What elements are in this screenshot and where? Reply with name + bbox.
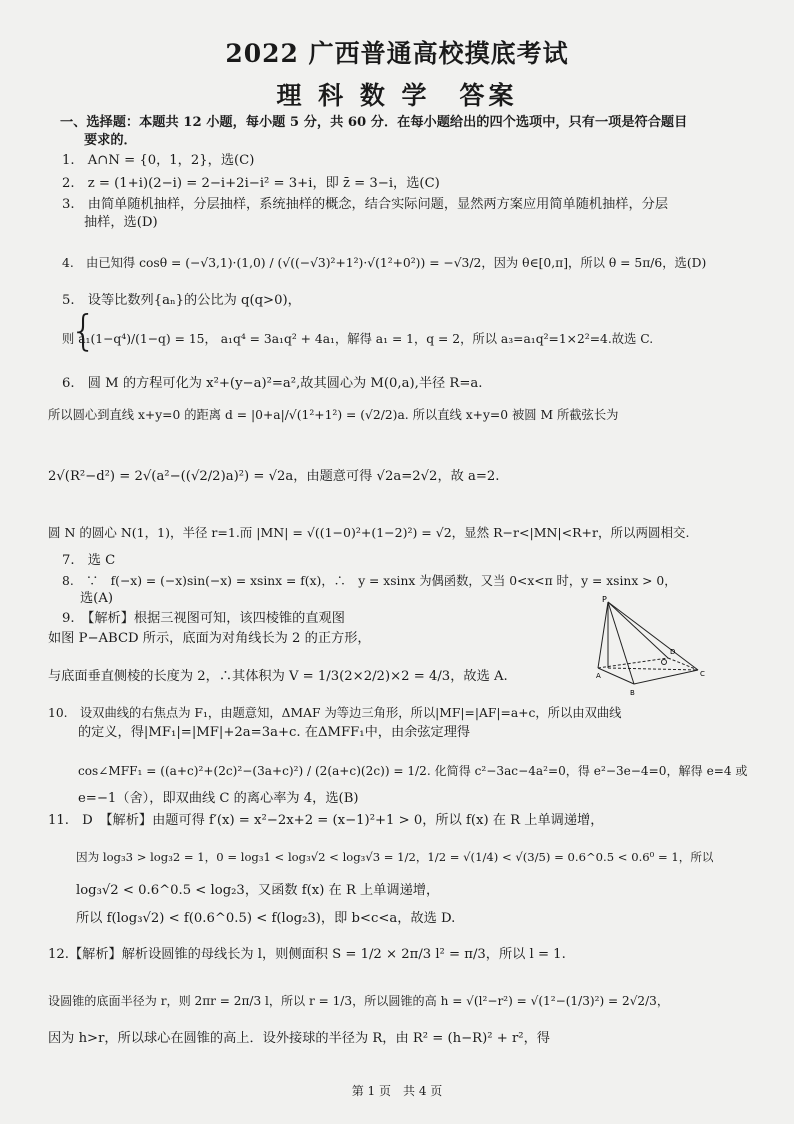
pyramid-figure [596, 596, 714, 698]
answer-q10-cosine: cos∠MFF₁ = ((a+c)²+(2c)²−(3a+c)²) / (2(a+c)(2c)) = 1/2. 化简得 c²−3ac−4a²=0，得 e²−3e−4=0，解得 e=4 或 [78, 764, 748, 778]
answer-q8: 8. ∵ f(−x) = (−x)sin(−x) = xsinx = f(x)，∴ y = xsinx 为偶函数，又当 0<x<π 时，y = xsinx > 0， [62, 574, 677, 588]
answer-q9-cont: 如图 P−ABCD 所示，底面为对角线长为 2 的正方形， [48, 631, 371, 646]
section-heading-cont: 要求的． [84, 133, 137, 148]
doc-title: 2022 广西普通高校摸底考试 [225, 39, 569, 68]
answer-q7: 7. 选 C [62, 553, 116, 568]
answer-q11-order: log₃√2 < 0.6^0.5 < log₂3，又函数 f(x) 在 R 上单调递增， [76, 883, 440, 898]
section-heading: 一、选择题：本题共 12 小题，每小题 5 分，共 60 分．在每小题给出的四个选项中，只有一项是符合题目 [60, 115, 688, 130]
answer-q10-cont: 的定义，得|MF₁|=|MF|+2a=3a+c. 在ΔMFF₁中，由余弦定理得 [78, 725, 471, 740]
answer-q3: 3. 由简单随机抽样，分层抽样，系统抽样的概念，结合实际问题，显然两方案应用简单随机抽样，分层 [62, 197, 669, 212]
answer-q11-compare: 因为 log₃3 > log₃2 = 1，0 = log₃1 < log₃√2 < log₃√3 = 1/2，1/2 = √(1/4) < √(3/5) = 0.6^0.5 < 0.6⁰ = 1，所以 [76, 850, 714, 864]
answer-q10-result: e=−1（舍），即双曲线 C 的离心率为 4，选(B) [78, 791, 359, 806]
answer-q11: 11. D 【解析】由题可得 f′(x) = x²−2x+2 = (x−1)²+1 > 0，所以 f(x) 在 R 上单调递增， [48, 813, 604, 828]
answer-q9-volume: 与底面垂直侧棱的长度为 2，∴其体积为 V = 1/3(2×2/2)×2 = 4/3，故选 A. [48, 669, 508, 684]
label-p: P [602, 596, 607, 604]
answer-q12-height: 设圆锥的底面半径为 r，则 2πr = 2π/3 l，所以 r = 1/3，所以圆锥的高 h = √(l²−r²) = √(1²−(1/3)²) = 2√2/3， [48, 994, 669, 1008]
answer-q8-cont: 选(A) [80, 591, 114, 606]
label-a: A [596, 672, 601, 680]
left-brace-icon: { [70, 306, 97, 355]
answer-q6: 6. 圆 M 的方程可化为 x²+(y−a)²=a²,故其圆心为 M(0,a),半径 R=a. [62, 376, 483, 391]
label-c: C [700, 670, 705, 678]
answer-q6-distance: 所以圆心到直线 x+y=0 的距离 d = |0+a|/√(1²+1²) = (√2/2)a. 所以直线 x+y=0 被圆 M 所截弦长为 [48, 408, 619, 422]
doc-subtitle: 理 科 数 学 答案 [276, 81, 518, 110]
page-footer: 第 1 页 共 4 页 [351, 1084, 443, 1098]
answer-q12-sphere: 因为 h>r，所以球心在圆锥的高上．设外接球的半径为 R，由 R² = (h−R)² + r²，得 [48, 1031, 550, 1046]
answer-q1: 1. A∩N = {0，1，2}，选(C) [62, 153, 255, 168]
answer-q12: 12.【解析】解析设圆锥的母线长为 l，则侧面积 S = 1/2 × 2π/3 l² = π/3，所以 l = 1. [48, 947, 566, 962]
answer-q4: 4. 由已知得 cosθ = (−√3,1)·(1,0) / (√((−√3)²+1²)·√(1²+0²)) = −√3/2，因为 θ∈[0,π]，所以 θ = 5π/6，选(D) [62, 256, 707, 270]
label-d: D [670, 648, 676, 656]
answer-q6-circle-n: 圆 N 的圆心 N(1，1)，半径 r=1.而 |MN| = √((1−0)²+(1−2)²) = √2，显然 R−r<|MN|<R+r，所以两圆相交. [48, 525, 690, 540]
answer-q10: 10. 设双曲线的右焦点为 F₁，由题意知，ΔMAF 为等边三角形，所以|MF|=|AF|=a+c，所以由双曲线 [48, 706, 622, 720]
answer-q2: 2. z = (1+i)(2−i) = 2−i+2i−i² = 3+i，即 z̄ = 3−i，选(C) [62, 176, 440, 191]
answer-q9: 9. 【解析】根据三视图可知，该四棱锥的直观图 [62, 611, 345, 626]
answer-q11-result: 所以 f(log₃√2) < f(0.6^0.5) < f(log₂3)，即 b<c<a，故选 D. [76, 911, 456, 926]
answer-q5-system: 则 a₁(1−q⁴)/(1−q) = 15， a₁q⁴ = 3a₁q² + 4a₁，解得 a₁ = 1，q = 2，所以 a₃=a₁q²=1×2²=4.故选 C. [62, 332, 654, 346]
answer-q5: 5. 设等比数列{aₙ}的公比为 q(q>0)， [62, 293, 301, 308]
answer-q3-cont: 抽样，选(D) [84, 215, 158, 230]
label-b: B [630, 689, 635, 697]
answer-q6-chord: 2√(R²−d²) = 2√(a²−((√2/2)a)²) = √2a，由题意可得 √2a=2√2，故 a=2. [48, 469, 500, 484]
